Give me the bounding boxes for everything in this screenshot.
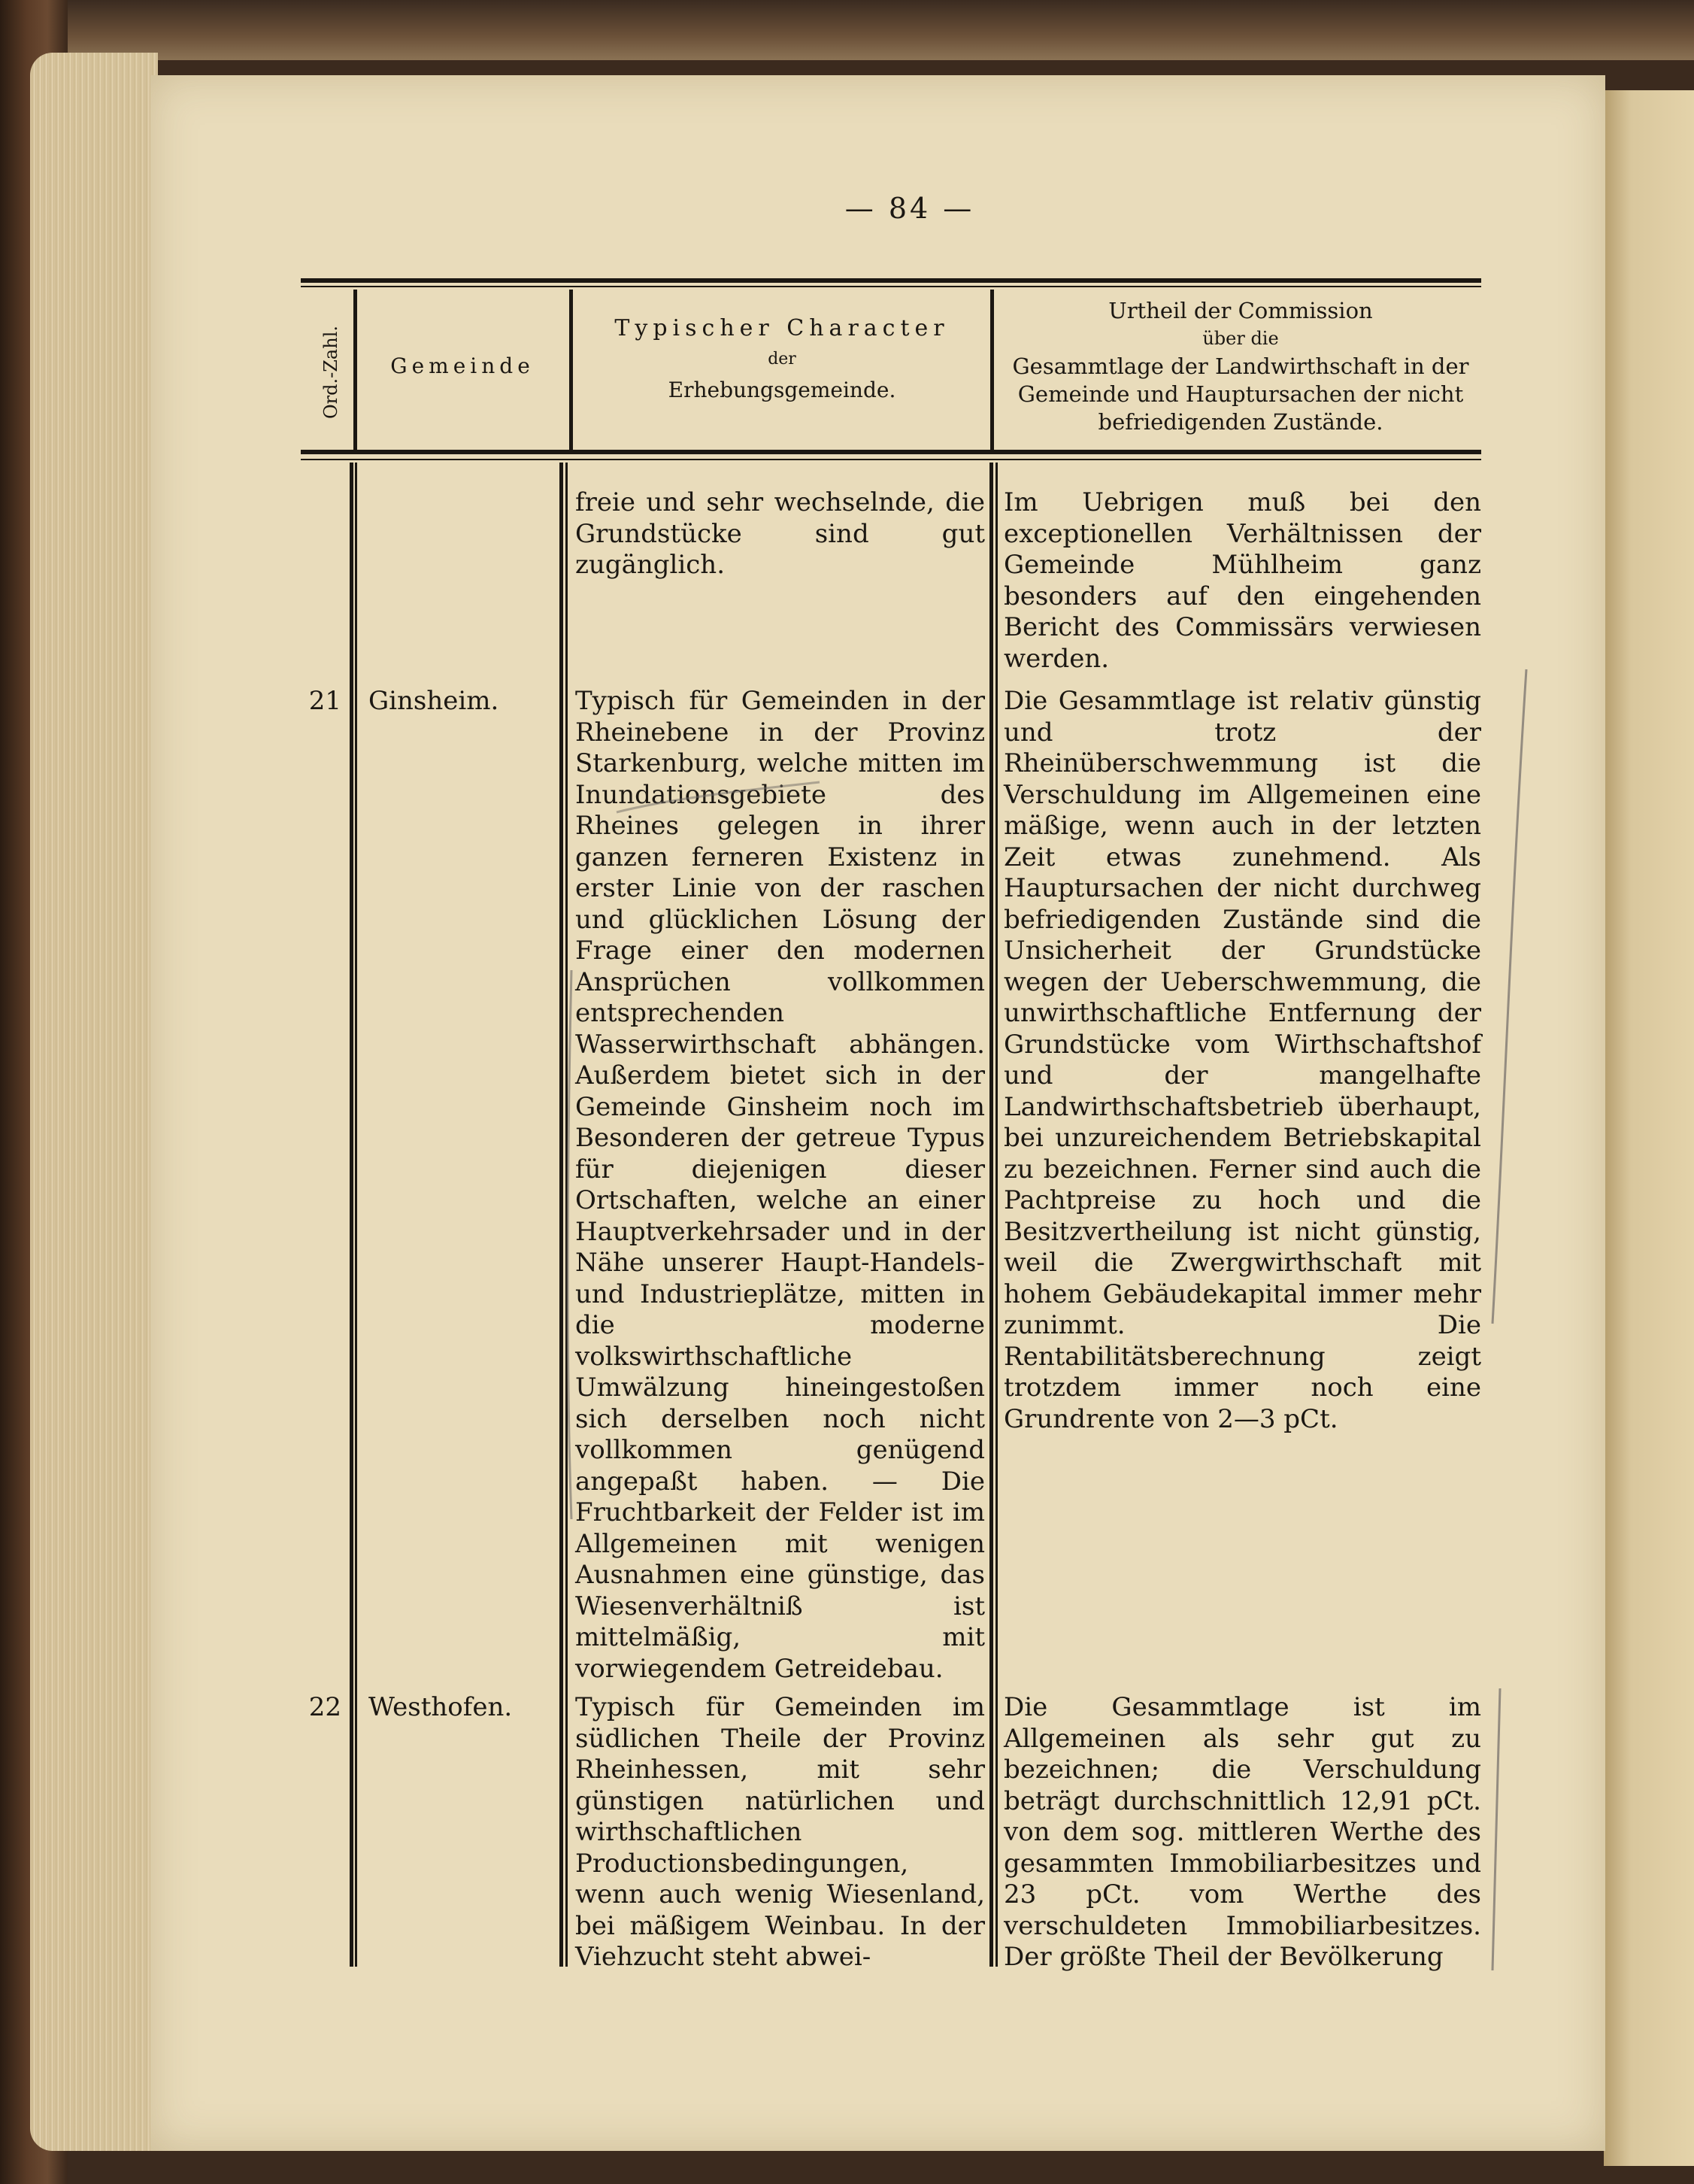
next-page-edge — [1604, 90, 1694, 2166]
header-typ-line: der — [768, 350, 796, 369]
typisch-cell: Typisch für Gemeinden in der Rheinebene in der Provinz Starkenburg, welche mitten im Inundationsgebiete des Rheines gelegen in ihrer ganzen ferneren Existenz in erster Linie von der raschen und glücklichen Lösung der Frage einer den modernen Ansprüchen vollkommen entsprechenden Wasserwirthschaft abhängen. Außerdem bietet sich in der Gemeinde Ginsheim noch im Besonderen der getreue Typus für diejenigen dieser Ortschaften, welche an einer Hauptverkehrsader und in der Nähe unserer Haupt-Handels- und Industrieplätze, mitten in die moderne volkswirthschaftliche Umwälzung hineingestoßen sich derselben noch nicht vollkommen genügend angepaßt haben. — Die Fruchtbarkeit der Felder ist im Allgemeinen mit wenigen Ausnahmen eine günstige, das Wiesenverhältniß ist mittelmäßig, mit vorwiegendem Getreidebau. — [575, 686, 985, 1684]
row-number: 21 — [308, 686, 341, 716]
header-urt-line: über die — [1202, 328, 1279, 349]
urtheil-cell: Die Gesammtlage ist im Allgemeinen als sehr gut zu bezeichnen; die Verschuldung beträgt durchschnittlich 12,91 pCt. von dem sog. mittleren Werthe des gesammten Immobiliarbesitzes und 23 pCt. vom Werthe des verschuldeten Immobiliarbesitzes. Der größte Theil der Bevölkerung — [1004, 1692, 1481, 1972]
column-divider — [350, 463, 353, 1967]
book-binding-top — [0, 0, 1694, 60]
column-divider — [569, 290, 573, 451]
header-urt-line: Gemeinde und Hauptursachen der nicht — [1017, 381, 1464, 407]
column-divider — [995, 463, 998, 1967]
header-typ-line: Typischer Character — [614, 315, 950, 341]
header-urt-line: Urtheil der Commission — [1108, 298, 1373, 323]
table-top-rule — [301, 278, 1481, 283]
header-gemeinde: Gemeinde — [390, 353, 535, 378]
page-edges — [30, 53, 158, 2151]
column-divider — [990, 290, 994, 451]
column-divider — [565, 463, 568, 1967]
header-bottom-rule — [301, 450, 1481, 454]
header-typ-line: Erhebungsgemeinde. — [668, 378, 896, 402]
column-divider — [559, 463, 563, 1967]
column-divider — [355, 463, 357, 1967]
row-number: 22 — [308, 1692, 341, 1722]
header-urt-line: Gesammtlage der Landwirthschaft in der — [1012, 353, 1469, 379]
header-urtheil — [996, 297, 1485, 436]
header-urt-line: befriedigenden Zustände. — [1098, 409, 1383, 435]
column-divider — [989, 463, 993, 1967]
typisch-cell: Typisch für Gemeinden im südlichen Theile der Provinz Rheinhessen, mit sehr günstigen natürlichen und wirthschaftlichen Productionsbedingungen, wenn auch wenig Wiesenland, bei mäßigem Weinbau. In der Viehzucht steht abwei- — [575, 1692, 985, 1972]
header-typischer-character — [575, 312, 989, 407]
typisch-cell: freie und sehr wechselnde, die Grundstücke sind gut zugänglich. — [575, 487, 985, 580]
gemeinde-name: Ginsheim. — [368, 686, 499, 716]
table-top-rule-thin — [301, 286, 1481, 287]
urtheil-cell: Die Gesammtlage ist relativ günstig und trotz der Rheinüberschwemmung ist die Verschuldung im Allgemeinen eine mäßige, wenn auch in der letzten Zeit etwas zunehmend. Als Hauptursachen der nicht durchweg befriedigenden Zustände sind die Unsicherheit der Grundstücke wegen der Ueberschwemmung, die unwirthschaftliche Entfernung der Grundstücke vom Wirthschaftshof und der mangelhafte Landwirthschaftsbetrieb überhaupt, bei unzureichendem Betriebskapital zu bezeichnen. Ferner sind auch die Pachtpreise zu hoch und die Besitzvertheilung ist nicht günstig, weil die Zwergwirthschaft mit hohem Gebäudekapital immer mehr zunimmt. Die Rentabilitätsberechnung zeigt trotzdem immer noch eine Grundrente von 2—3 pCt. — [1004, 686, 1481, 1434]
urtheil-cell: Im Uebrigen muß bei den exceptionellen Verhältnissen der Gemeinde Mühlheim ganz besonders auf den eingehenden Bericht des Commissärs verwiesen werden. — [1004, 487, 1481, 674]
header-bottom-rule-thin — [301, 459, 1481, 460]
page-number: — 84 — — [844, 192, 975, 225]
header-ord-zahl: Ord.-Zahl. — [320, 326, 341, 419]
gemeinde-name: Westhofen. — [368, 1692, 513, 1722]
